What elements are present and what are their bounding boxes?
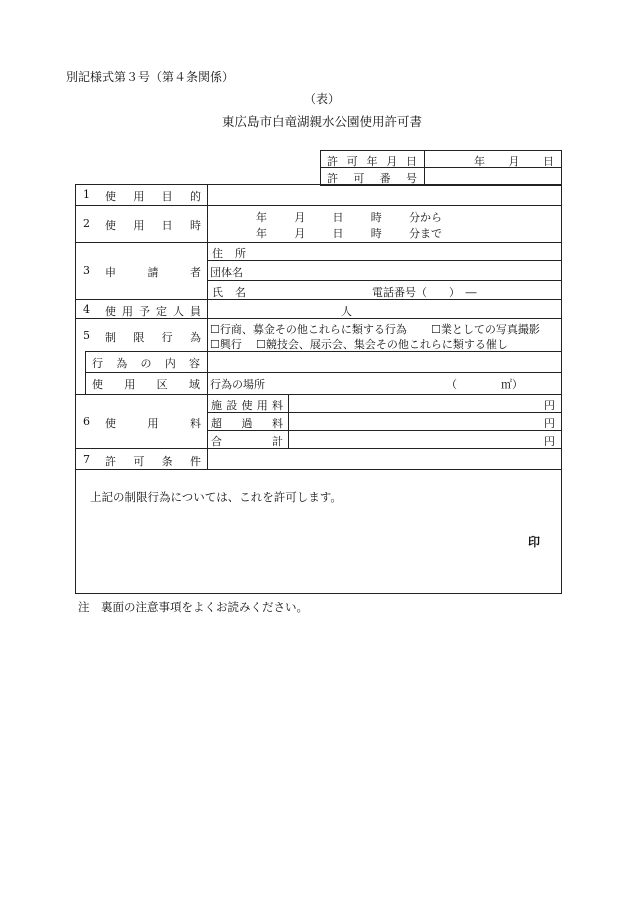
total-fee-label: 合 計 [211,435,283,448]
excess-fee-field[interactable] [290,414,540,429]
place-label: 行為の場所 [210,378,265,391]
excess-fee-yen: 円 [544,417,555,430]
start-datetime[interactable]: 年 月 日 時 分から [256,211,442,224]
address-label: 住 所 [212,247,246,260]
row5-number: 5 [83,329,90,342]
option-event-checkbox[interactable]: ☐競技会、展示会、集会その他これらに類する催し [256,338,508,351]
group-field[interactable] [250,262,558,278]
page-title: 東広島市白竜湖親水公園使用許可書 [222,114,423,129]
facility-fee-field[interactable] [290,396,540,411]
total-fee-yen: 円 [544,435,555,448]
total-fee-field[interactable] [290,432,540,447]
row1-label: 使 用 目 的 [105,190,201,203]
row5-label: 制 限 行 為 [105,331,201,344]
area-label: 使 用 区 域 [92,378,200,391]
row4-label: 使 用 予 定 人 員 [105,305,201,318]
group-label: 団体名 [210,266,243,279]
row3-label: 申 請 者 [105,266,201,279]
excess-fee-label: 超 過 料 [211,417,283,430]
permit-number-label: 許 可 番 号 [327,172,417,185]
option-performance-checkbox[interactable]: ☐興行 [210,338,242,351]
people-field[interactable] [209,301,339,317]
permit-statement: 上記の制限行為については、これを許可します。 [90,490,342,504]
option-peddling-checkbox[interactable]: ☐行商、募金その他これらに類する行為 [210,323,407,336]
purpose-field[interactable] [209,186,559,204]
option-photography-checkbox[interactable]: ☐業としての写真撮影 [431,323,540,336]
row6-number: 6 [83,415,90,428]
people-unit: 人 [341,305,352,318]
footnote: 注 裏面の注意事項をよくお読みください。 [78,600,308,614]
row6-label: 使 用 料 [105,417,201,430]
facility-fee-yen: 円 [544,399,555,412]
phone-field[interactable]: 電話番号（ ） ― [372,286,477,299]
row7-label: 許 可 条 件 [105,455,201,468]
facility-fee-label: 施 設 使 用 料 [211,399,283,412]
row7-number: 7 [83,453,90,466]
row1-number: 1 [83,188,90,201]
permit-date-label: 許 可 年 月 日 [327,155,417,168]
content-field[interactable] [209,353,559,370]
side-label: （表） [304,92,341,106]
area-sqm-field[interactable]: （ ㎡） [446,378,523,391]
permit-date-value[interactable]: 年 月 日 [474,155,554,168]
seal-mark: 印 [528,535,541,549]
row2-number: 2 [83,217,90,230]
address-field[interactable] [250,243,558,259]
row3-number: 3 [83,264,90,277]
row2-label: 使 用 日 時 [105,219,201,232]
name-field[interactable] [250,282,370,298]
name-label: 氏 名 [212,286,246,299]
form-number: 別記様式第３号（第４条関係） [66,70,235,84]
end-datetime[interactable]: 年 月 日 時 分まで [256,227,442,240]
place-field[interactable] [270,374,440,391]
conditions-field[interactable] [209,450,559,468]
row4-number: 4 [83,303,90,316]
content-label: 行 為 の 内 容 [92,357,200,370]
